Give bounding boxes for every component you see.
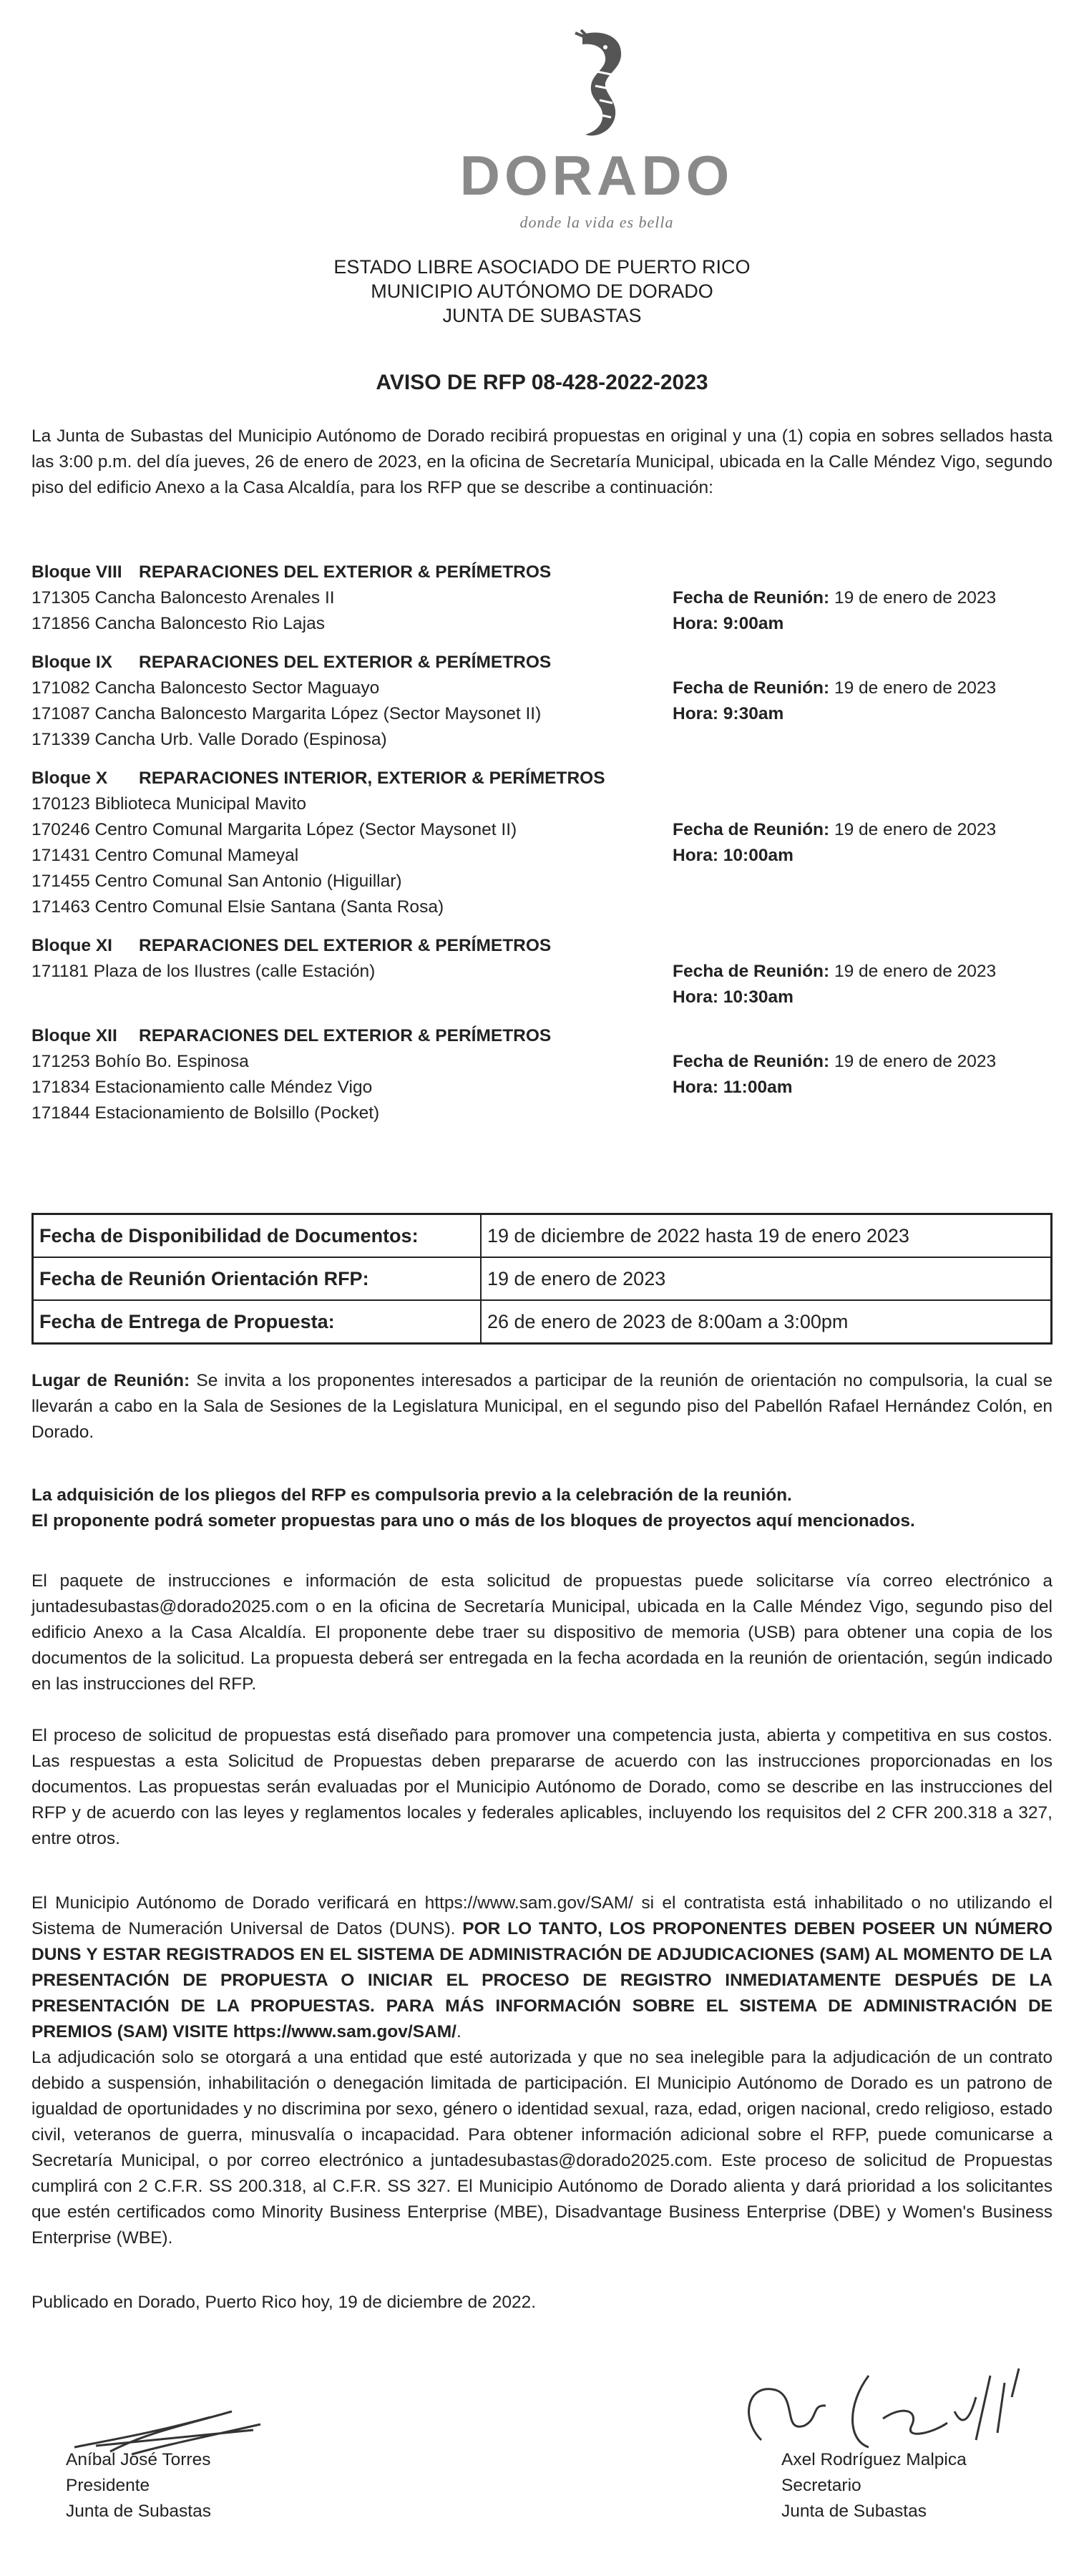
- block-heading: [31, 650, 1053, 675]
- block-item: 171305 Cancha Baloncesto Arenales II: [31, 588, 335, 608]
- block-item: 171431 Centro Comunal Mameyal: [31, 846, 299, 865]
- signer-1-name: Aníbal José Torres: [66, 2450, 211, 2469]
- block-title: REPARACIONES DEL EXTERIOR & PERÍMETROS: [139, 653, 552, 672]
- sam-text: El Municipio Autónomo de Dorado verificará en https://www.sam.gov/SAM/ si el contratista está inhabilitado o no utilizando el Sistema de Numeración Universal de Datos (DUNS).: [31, 1893, 1053, 1938]
- key-dates-table: [31, 1213, 1053, 1345]
- meeting-time: Hora: 9:00am: [673, 614, 784, 633]
- header-line-3: JUNTA DE SUBASTAS: [442, 305, 642, 326]
- date-value: 19 de diciembre de 2022 hasta 19 de enero 2023: [481, 1214, 1052, 1258]
- block-title: REPARACIONES INTERIOR, EXTERIOR & PERÍMETROS: [139, 769, 605, 788]
- date-value: 26 de enero de 2023 de 8:00am a 3:00pm: [481, 1300, 1052, 1344]
- block-items: [31, 1049, 661, 1126]
- dorado-logo: [446, 29, 747, 258]
- signer-2-name: Axel Rodríguez Malpica: [781, 2450, 967, 2469]
- signer-1-role: Presidente: [66, 2476, 150, 2495]
- award-paragraph: La adjudicación solo se otorgará a una entidad que esté autorizada y que no sea inelegible para la adjudicación de un contrato debido a suspensión, inhabilitación o denegación limitada de participación. El Municipio Autónomo de Dorado es un patrono de igualdad de oportunidades y no discrimina por sexo, género o identidad sexual, raza, edad, origen nacional, credo religioso, estado civil, veteranos de guerra, minusvalía o incapacidad. Para obtener información adicional sobre el RFP, puede comunicarse a Secretaría Municipal, o por correo electrónico a juntadesubastas@dorado2025.com. Este proceso de solicitud de Propuestas cumplirá con 2 C.F.R. SS 200.318, al C.F.R. SS 327. El Municipio Autónomo de Dorado alienta y dará prioridad a los solicitantes que estén certificados como Minority Business Enterprise (MBE), Disadvantage Business Enterprise (DBE) y Women's Business Enterprise (WBE).: [31, 2048, 1053, 2248]
- table-row: [33, 1214, 1052, 1258]
- meeting-label: Fecha de Reunión:: [673, 678, 830, 698]
- block-item: 170123 Biblioteca Municipal Mavito: [31, 794, 307, 814]
- meeting-date: 19 de enero de 2023: [834, 588, 997, 608]
- meeting-date: 19 de enero de 2023: [834, 678, 997, 698]
- meeting-date: 19 de enero de 2023: [834, 820, 997, 839]
- project-block: [31, 650, 1053, 753]
- logo-wordmark: DORADO: [459, 144, 734, 207]
- meeting-date: 19 de enero de 2023: [834, 962, 997, 981]
- project-blocks: [31, 560, 1053, 1139]
- block-item: 171082 Cancha Baloncesto Sector Maguayo: [31, 678, 380, 698]
- block-number: Bloque X: [31, 769, 108, 788]
- sam-paragraph: [31, 1890, 1053, 2045]
- block-title: REPARACIONES DEL EXTERIOR & PERÍMETROS: [139, 1026, 552, 1045]
- meeting-info: [673, 675, 996, 727]
- sam-bold-text: POR LO TANTO, LOS PROPONENTES DEBEN POSEER UN NÚMERO DUNS Y ESTAR REGISTRADOS EN EL SISTEMA DE ADMINISTRACIÓN DE ADJUDICACIONES (SAM) AL MOMENTO DE LA PRESENTACIÓN DE PROPUESTA O INICIAR EL PROCESO DE REGISTRO INMEDIATAMENTE DESPUÉS DE LA PRESENTACIÓN DE LA PROPUESTAS. PARA MÁS INFORMACIÓN SOBRE EL SISTEMA DE ADMINISTRACIÓN DE PREMIOS (SAM) VISITE https://www.sam.gov/SAM/: [31, 1919, 1053, 2041]
- block-number: Bloque XII: [31, 1026, 117, 1045]
- project-block: [31, 766, 1053, 920]
- meeting-label: Fecha de Reunión:: [673, 962, 830, 981]
- header-line-1: ESTADO LIBRE ASOCIADO DE PUERTO RICO: [333, 256, 751, 278]
- compulsory-line-2: El proponente podrá someter propuestas para uno o más de los bloques de proyectos aquí mencionados.: [31, 1511, 915, 1531]
- meeting-info: [673, 959, 996, 1010]
- lugar-label: Lugar de Reunión:: [31, 1371, 190, 1390]
- meeting-time: Hora: 10:00am: [673, 846, 794, 865]
- block-title: REPARACIONES DEL EXTERIOR & PERÍMETROS: [139, 562, 552, 582]
- block-items: [31, 791, 661, 920]
- block-number: Bloque IX: [31, 653, 112, 672]
- block-item: 171463 Centro Comunal Elsie Santana (Santa Rosa): [31, 897, 444, 917]
- signer-2-block: [781, 2447, 967, 2524]
- compulsory-notice: [31, 1483, 1053, 1534]
- project-block: [31, 560, 1053, 637]
- meeting-time: Hora: 9:30am: [673, 704, 784, 723]
- block-item: 170246 Centro Comunal Margarita López (Sector Maysonet II): [31, 820, 517, 839]
- date-label: Fecha de Entrega de Propuesta:: [33, 1300, 482, 1344]
- meeting-label: Fecha de Reunión:: [673, 588, 830, 608]
- block-heading: [31, 766, 1053, 791]
- block-heading: [31, 933, 1053, 959]
- signer-1-org: Junta de Subastas: [66, 2502, 211, 2521]
- logo-tagline: donde la vida es bella: [519, 213, 674, 231]
- meeting-label: Fecha de Reunión:: [673, 1052, 830, 1071]
- compulsory-line-1: La adquisición de los pliegos del RFP es compulsoria previo a la celebración de la reunión.: [31, 1485, 792, 1505]
- signer-2-role: Secretario: [781, 2476, 861, 2495]
- notice-title: AVISO DE RFP 08-428-2022-2023: [376, 371, 708, 394]
- meeting-time: Hora: 11:00am: [673, 1078, 793, 1097]
- signature-2: [733, 2354, 1048, 2462]
- intro-paragraph: La Junta de Subastas del Municipio Autónomo de Dorado recibirá propuestas en original y una (1) copia en sobres sellados hasta las 3:00 p.m. del día jueves, 26 de enero de 2023, en la oficina de Secretaría Municipal, ubicada en la Calle Méndez Vigo, segundo piso del edificio Anexo a la Casa Alcaldía, para los RFP que se describe a continuación:: [31, 426, 1053, 497]
- block-item: 171087 Cancha Baloncesto Margarita López (Sector Maysonet II): [31, 704, 542, 723]
- block-item: 171834 Estacionamiento calle Méndez Vigo: [31, 1078, 373, 1097]
- block-item: 171253 Bohío Bo. Espinosa: [31, 1052, 249, 1071]
- process-paragraph: El proceso de solicitud de propuestas está diseñado para promover una competencia justa, abierta y competitiva en sus costos. Las respuestas a esta Solicitud de Propuestas deben prepararse de acuerdo con las instrucciones proporcionadas en los documentos. Las propuestas serán evaluadas por el Municipio Autónomo de Dorado, como se describe en las instrucciones del RFP y de acuerdo con las leyes y reglamentos locales y federales aplicables, incluyendo los requisitos del 2 CFR 200.318 a 327, entre otros.: [31, 1726, 1053, 1848]
- date-label: Fecha de Reunión Orientación RFP:: [33, 1257, 482, 1300]
- block-items: [31, 675, 661, 753]
- table-row: [33, 1300, 1052, 1344]
- block-heading: [31, 560, 1053, 585]
- project-block: [31, 933, 1053, 1010]
- agency-header: [31, 255, 1053, 328]
- block-heading: [31, 1023, 1053, 1049]
- block-number: Bloque XI: [31, 936, 112, 955]
- header-line-2: MUNICIPIO AUTÓNOMO DE DORADO: [371, 280, 713, 302]
- meeting-time: Hora: 10:30am: [673, 987, 794, 1007]
- instructions-paragraph: El paquete de instrucciones e información de esta solicitud de propuestas puede solicitarse vía correo electrónico a juntadesubastas@dorado2025.com o en la oficina de Secretaría Municipal, ubicada en la Calle Méndez Vigo, segundo piso del edificio Anexo a la Casa Alcaldía. El proponente debe traer su dispositivo de memoria (USB) para obtener una copia de los documentos de la solicitud. La propuesta deberá ser entregada en la fecha acordada en la reunión de orientación, según indicado en las instrucciones del RFP.: [31, 1571, 1053, 1694]
- lugar-text: Se invita a los proponentes interesados a participar de la reunión de orientación no compulsoria, la cual se llevarán a cabo en la Sala de Sesiones de la Legislatura Municipal, en el segundo piso del Pabellón Rafael Hernández Colón, en Dorado.: [31, 1371, 1053, 1442]
- project-block: [31, 1023, 1053, 1126]
- meeting-label: Fecha de Reunión:: [673, 820, 830, 839]
- date-label: Fecha de Disponibilidad de Documentos:: [33, 1214, 482, 1258]
- block-item: 171844 Estacionamiento de Bolsillo (Pocket): [31, 1103, 380, 1123]
- seahorse-logo-icon: [554, 29, 640, 143]
- block-title: REPARACIONES DEL EXTERIOR & PERÍMETROS: [139, 936, 552, 955]
- table-row: [33, 1257, 1052, 1300]
- meeting-info: [673, 585, 996, 637]
- meeting-info: [673, 1049, 996, 1101]
- block-item: 171181 Plaza de los Ilustres (calle Estación): [31, 962, 376, 981]
- signer-2-org: Junta de Subastas: [781, 2502, 927, 2521]
- published-line: Publicado en Dorado, Puerto Rico hoy, 19 de diciembre de 2022.: [31, 2293, 537, 2312]
- block-items: [31, 585, 661, 637]
- meeting-date: 19 de enero de 2023: [834, 1052, 997, 1071]
- signer-1-block: [66, 2447, 211, 2524]
- block-item: 171455 Centro Comunal San Antonio (Higuillar): [31, 872, 402, 891]
- date-value: 19 de enero de 2023: [481, 1257, 1052, 1300]
- block-number: Bloque VIII: [31, 562, 122, 582]
- block-item: 171339 Cancha Urb. Valle Dorado (Espinosa): [31, 730, 387, 749]
- meeting-location-paragraph: [31, 1368, 1053, 1445]
- block-item: 171856 Cancha Baloncesto Rio Lajas: [31, 614, 325, 633]
- block-items: [31, 959, 661, 1010]
- sam-end: .: [456, 2022, 462, 2041]
- meeting-info: [673, 817, 996, 869]
